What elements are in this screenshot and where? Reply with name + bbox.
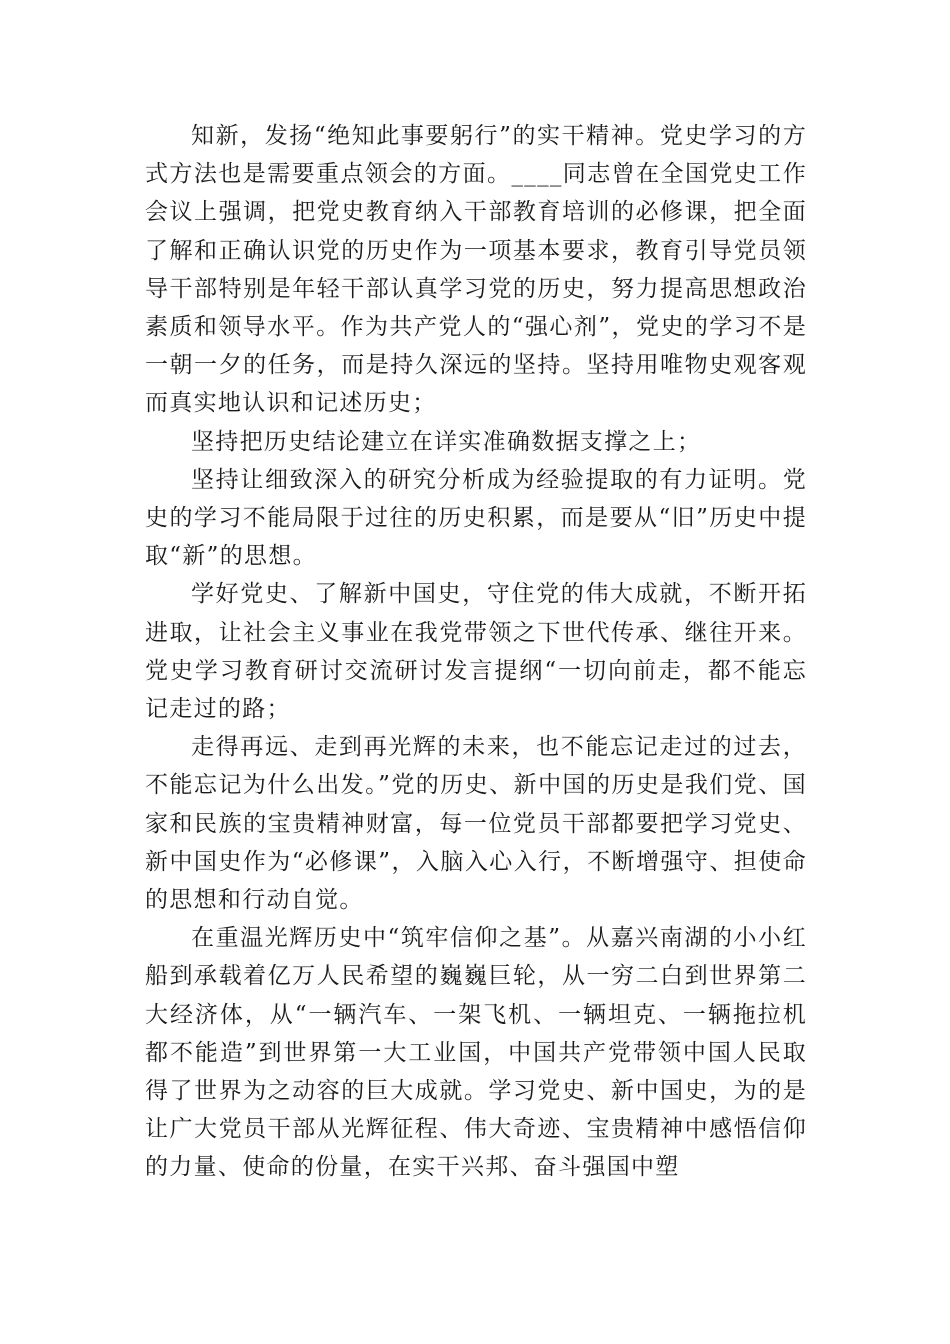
paragraph-1 [145, 117, 807, 423]
paragraph-6 [145, 919, 807, 1186]
paragraph-6-text: 在重温光辉历史中“筑牢信仰之基”。从嘉兴南湖的小小红船到承载着亿万人民希望的巍巍巨轮，从一穷二白到世界第二大经济体，从“一辆汽车、一架飞机、一辆坦克、一辆拖拉机都不能造”到世界第一大工业国，中国共产党带领中国人民取得了世界为之动容的巨大成就。学习党史、新中国史，为的是让广大党员干部从光辉征程、伟大奇迹、宝贵精神中感悟信仰的力量、使命的份量，在实干兴邦、奋斗强国中塑 [145, 925, 807, 1181]
paragraph-2 [145, 423, 807, 461]
paragraph-3 [145, 461, 807, 576]
paragraph-4-text: 学好党史、了解新中国史，守住党的伟大成就，不断开拓进取，让社会主义事业在我党带领之下世代传承、继往开来。党史学习教育研讨交流研讨发言提纲“一切向前走，都不能忘记走过的路； [145, 581, 807, 723]
paragraph-3-text: 坚持让细致深入的研究分析成为经验提取的有力证明。党史的学习不能局限于过往的历史积累，而是要从“旧”历史中提取“新”的思想。 [145, 466, 807, 570]
paragraph-2-text: 坚持把历史结论建立在详实准确数据支撑之上； [191, 428, 702, 455]
document-body [145, 117, 807, 1187]
paragraph-1-text: 知新，发扬“绝知此事要躬行”的实干精神。党史学习的方式方法也是需要重点领会的方面。____同志曾在全国党史工作会议上强调，把党史教育纳入干部教育培训的必修课，把全面了解和正确认识党的历史作为一项基本要求，教育引导党员领导干部特别是年轻干部认真学习党的历史，努力提高思想政治素质和领导水平。作为共产党人的“强心剂”，党史的学习不是一朝一夕的任务，而是持久深远的坚持。坚持用唯物史观客观而真实地认识和记述历史； [145, 123, 807, 417]
paragraph-5 [145, 728, 807, 919]
paragraph-4 [145, 575, 807, 728]
paragraph-5-text: 走得再远、走到再光辉的未来，也不能忘记走过的过去，不能忘记为什么出发。”党的历史、新中国的历史是我们党、国家和民族的宝贵精神财富，每一位党员干部都要把学习党史、新中国史作为“必修课”，入脑入心入行，不断增强守、担使命的思想和行动自觉。 [145, 734, 807, 914]
